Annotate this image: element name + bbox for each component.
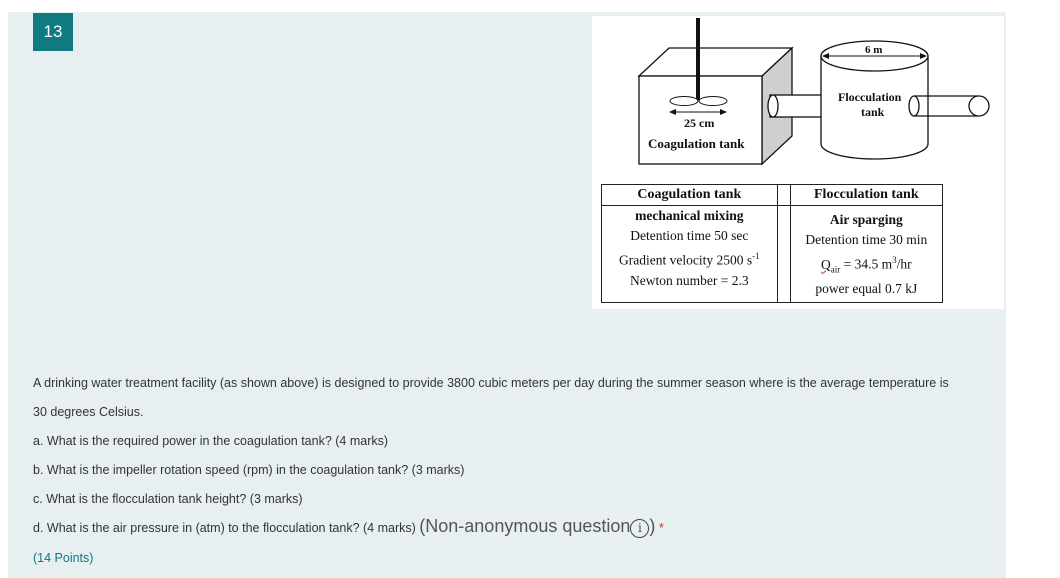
tanks-diagram	[592, 16, 1004, 186]
question-figure	[592, 16, 1004, 309]
outlet-pipe-end	[969, 96, 989, 116]
impeller-width-label: 25 cm	[684, 116, 715, 130]
flocculation-label-line1: Flocculation	[838, 90, 902, 104]
flocculation-label-line2: tank	[861, 105, 885, 119]
points-label: (14 Points)	[33, 551, 94, 565]
impeller-blade-left	[670, 97, 698, 106]
qair-line: $Q_{air} = 34.5$ $m^3/hr$	[821, 255, 912, 275]
required-asterisk: *	[658, 520, 664, 535]
question-number-badge: 13	[33, 13, 73, 51]
question-description: A drinking water treatment facility (as shown above) is designed to provide 3800 cubic meters per day during the summer season where is the average temperature is	[33, 376, 949, 390]
question-part-a: a. What is the required power in the coagulation tank? (4 marks)	[33, 434, 389, 448]
table-header-flocculation: Flocculation tank	[790, 185, 942, 206]
non-anonymous-label: (Non-anonymous question	[419, 516, 631, 536]
question-part-b: b. What is the impeller rotation speed (rpm) in the coagulation tank? (3 marks)	[33, 463, 465, 477]
question-description-cont: 30 degrees Celsius.	[33, 405, 144, 419]
question-part-d: d. What is the air pressure in (atm) to the flocculation tank? (4 marks)	[33, 521, 416, 535]
table-header-coagulation: Coagulation tank	[602, 185, 778, 206]
coagulation-params-cell: mechanical mixing Detention time 50 sec Gradient velocity 2500 $s^{-1}$ Newton number = 2.3	[602, 206, 778, 303]
diameter-label: 6 m	[865, 44, 883, 56]
impeller-blade-right	[699, 97, 727, 106]
mixer-shaft	[696, 18, 700, 100]
flocculation-params-cell: Air sparging Detention time 30 min $Q_{air} = 34.5$ $m^3/hr$ power equal 0.7 kJ	[790, 206, 942, 303]
info-icon[interactable]: i	[630, 519, 649, 538]
question-part-d-row: d. What is the air pressure in (atm) to the flocculation tank? (4 marks) (Non-anonymous question i ) *	[33, 516, 664, 538]
question-part-c: c. What is the flocculation tank height? (3 marks)	[33, 492, 303, 506]
parameters-table	[601, 184, 943, 303]
coagulation-tank-label: Coagulation tank	[648, 136, 745, 151]
